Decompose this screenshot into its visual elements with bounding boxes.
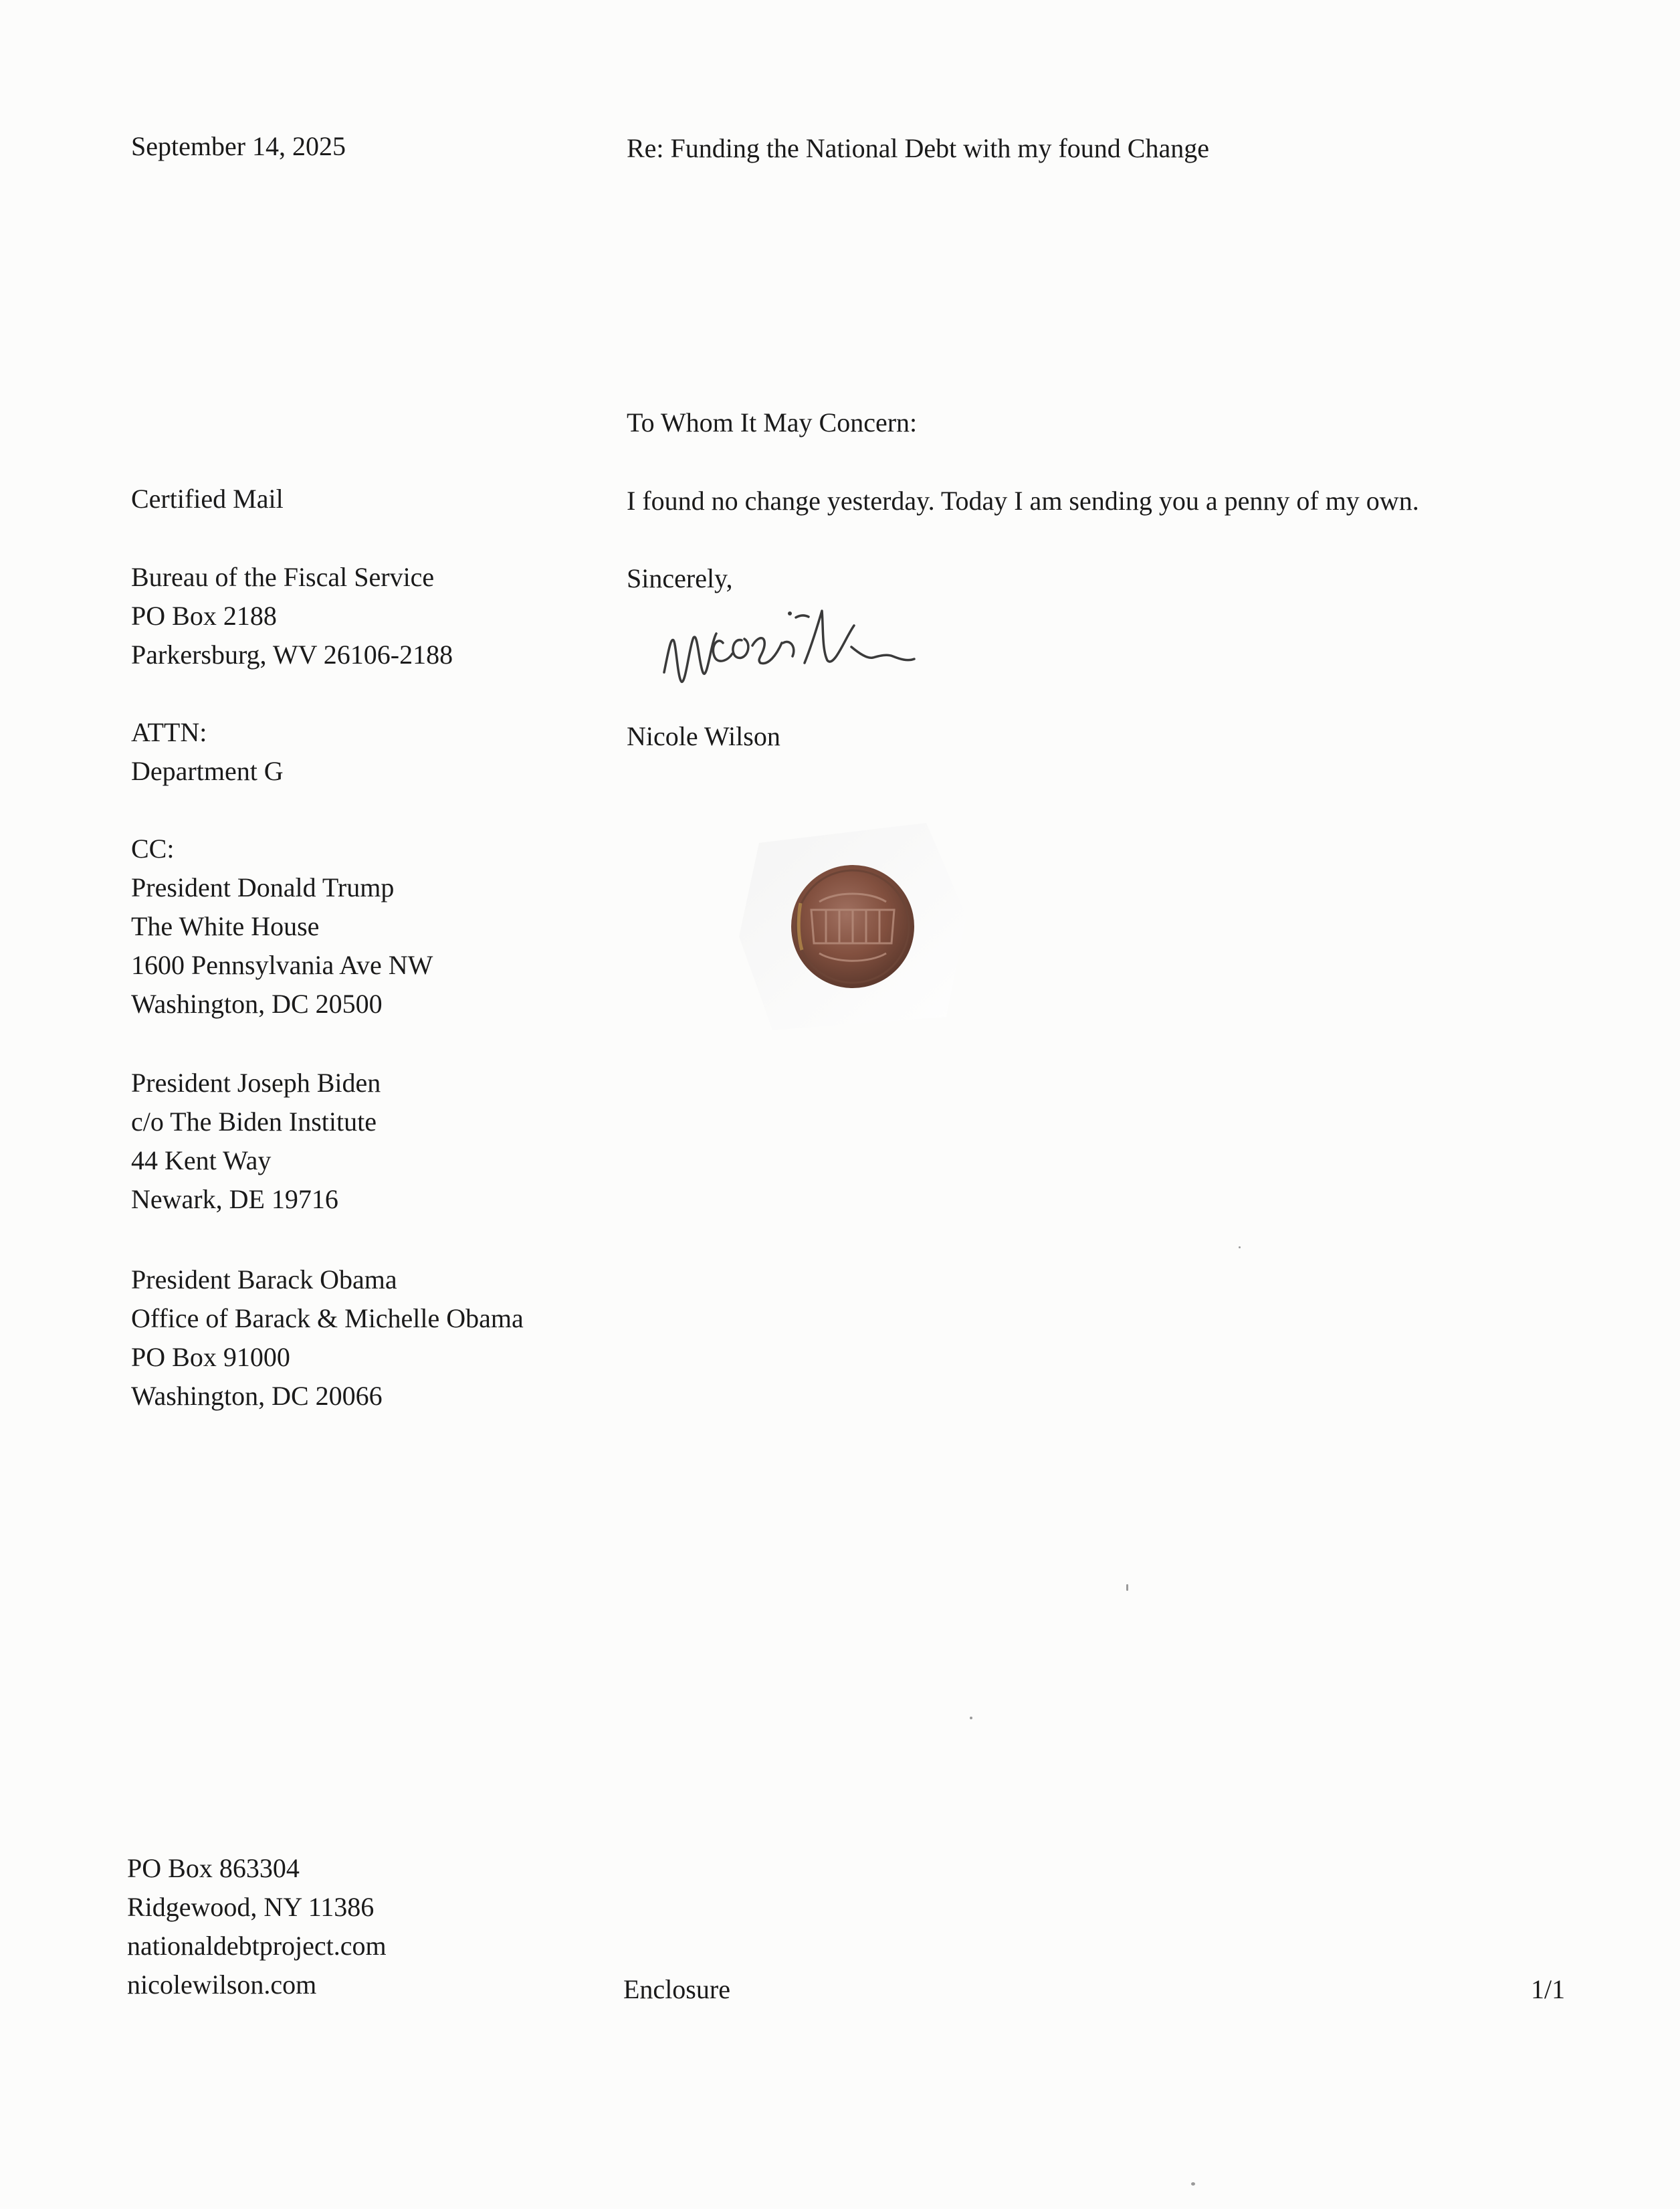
signer-name: Nicole Wilson [627,721,780,751]
cc-line: President Joseph Biden [131,1068,381,1098]
cc-line: c/o The Biden Institute [131,1107,377,1137]
paper-speck [1239,1246,1241,1248]
page-number: 1/1 [1531,1974,1566,2004]
letter-body: I found no change yesterday. Today I am sending you a penny of my own. [627,486,1419,516]
enclosure-label: Enclosure [623,1974,730,2004]
attn-block [131,713,284,791]
closing: Sincerely, [627,563,733,593]
paper-speck [970,1717,972,1719]
cc-line: President Donald Trump [131,872,395,902]
attn-value: Department G [131,756,284,786]
sender-line: PO Box 863304 [127,1853,300,1883]
letter-date: September 14, 2025 [131,131,346,161]
subject-line: Re: Funding the National Debt with my found Change [627,133,1209,163]
cc-line: Office of Barack & Michelle Obama [131,1303,524,1333]
address-line: Bureau of the Fiscal Service [131,562,435,592]
cc-line: PO Box 91000 [131,1342,290,1372]
recipient-address [131,558,453,674]
cc-line: Washington, DC 20500 [131,989,383,1019]
cc-line: 44 Kent Way [131,1145,272,1175]
cc-recipient [131,1064,381,1219]
handwritten-signature [659,599,966,699]
sender-address [127,1849,387,2004]
cc-line: Washington, DC 20066 [131,1381,383,1411]
cc-line: President Barack Obama [131,1264,397,1294]
mail-method: Certified Mail [131,484,284,514]
cc-line: Newark, DE 19716 [131,1184,338,1214]
cc-label: CC: [131,834,175,864]
sender-website: nationaldebtproject.com [127,1931,387,1961]
attn-label: ATTN: [131,717,207,747]
paper-speck [1191,2182,1195,2186]
cc-line: 1600 Pennsylvania Ave NW [131,950,433,980]
salutation: To Whom It May Concern: [627,407,918,438]
address-line: Parkersburg, WV 26106-2188 [131,640,453,670]
sender-website: nicolewilson.com [127,1970,317,2000]
penny-enclosure-image [726,816,980,1037]
paper-speck [1126,1584,1128,1591]
cc-block [131,830,433,1024]
address-line: PO Box 2188 [131,601,277,631]
cc-recipient [131,1260,524,1416]
sender-line: Ridgewood, NY 11386 [127,1892,375,1922]
cc-line: The White House [131,911,320,941]
